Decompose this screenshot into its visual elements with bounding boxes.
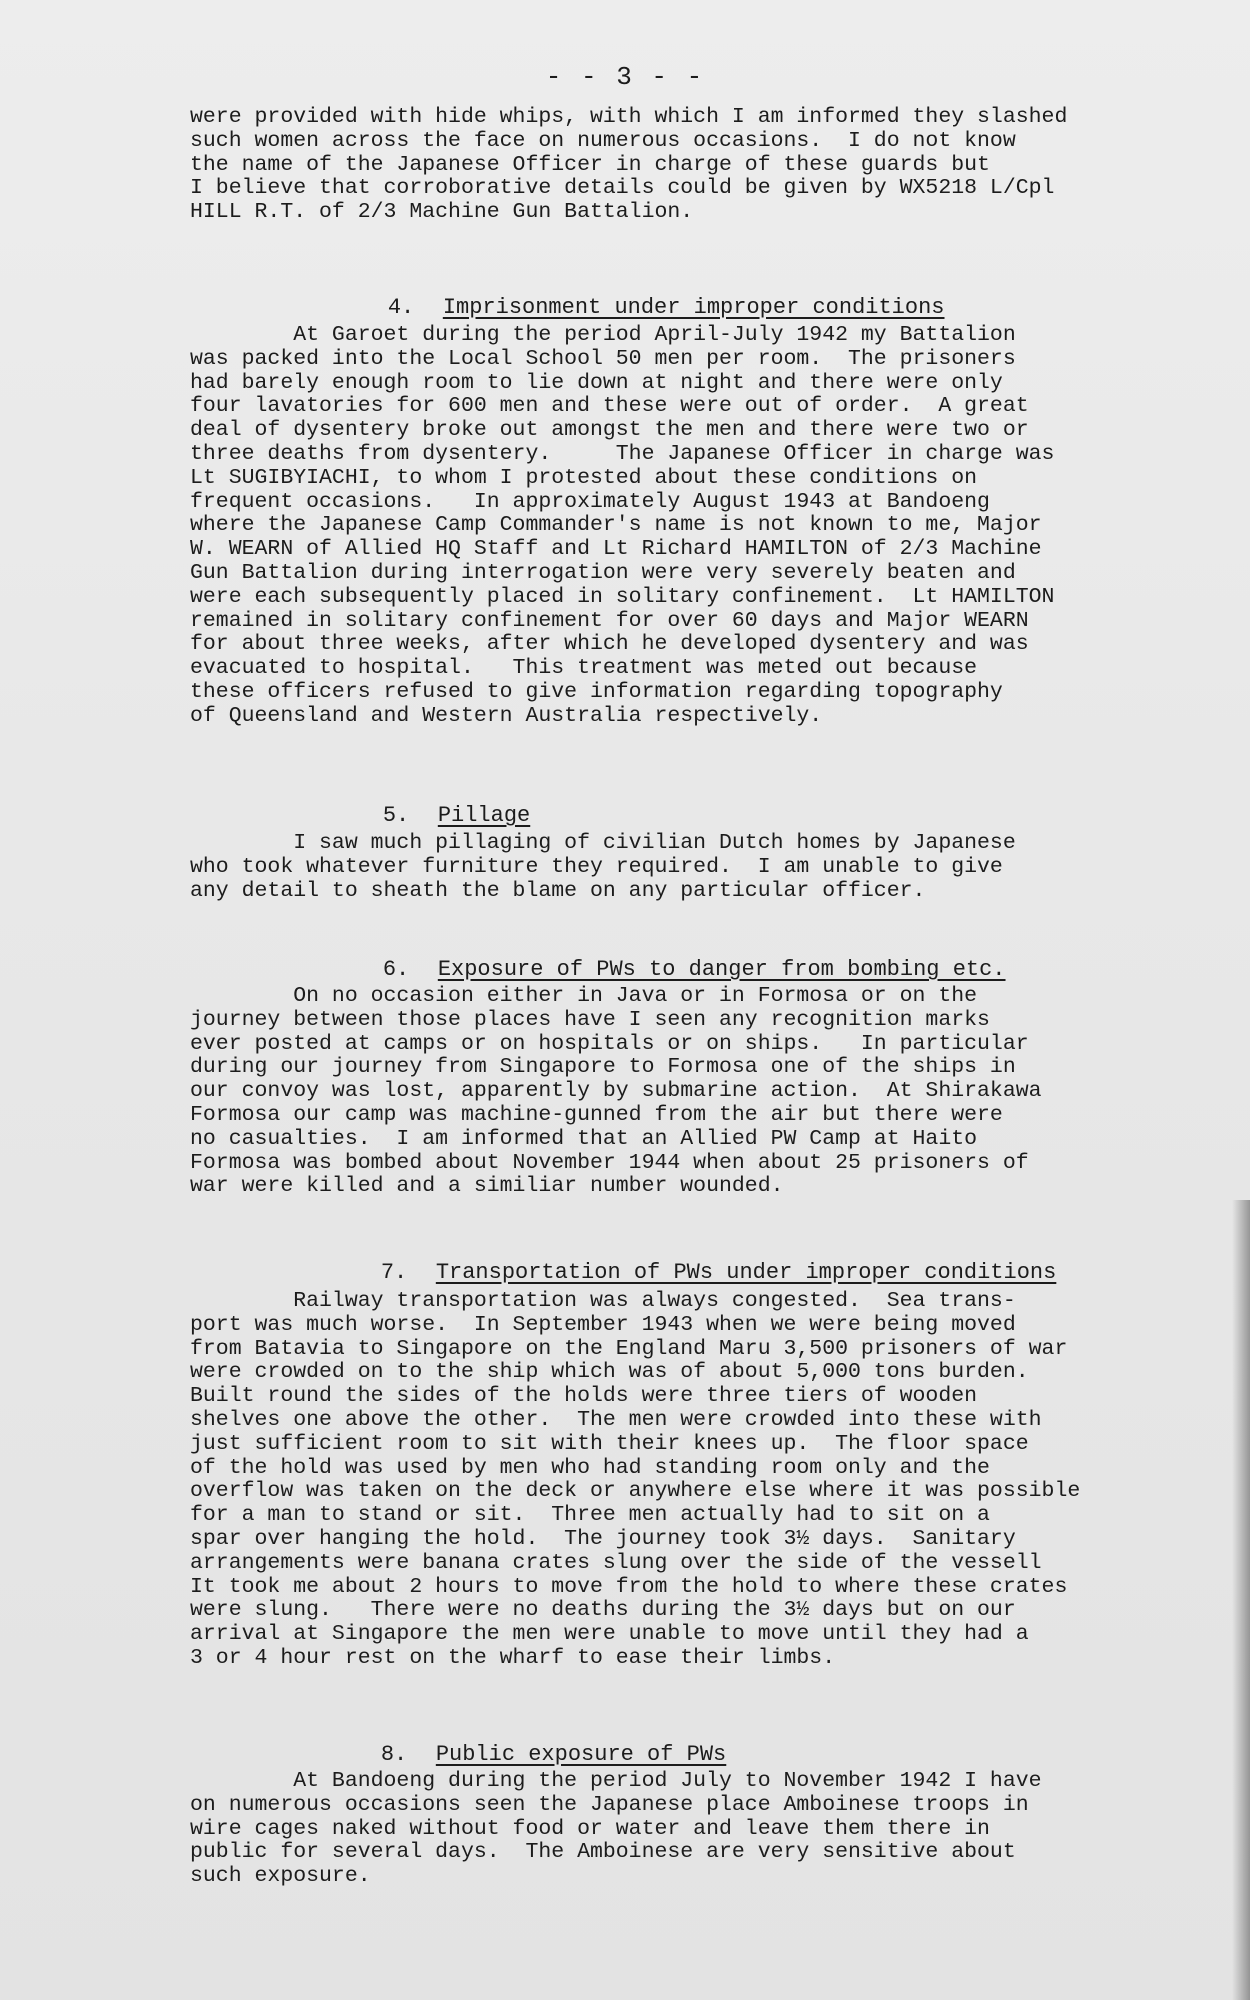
section-title: Transportation of PWs under improper conditions — [435, 1260, 1057, 1285]
page-edge-shadow — [1232, 1200, 1250, 2000]
section-title: Pillage — [437, 803, 531, 828]
paragraph-line: I believe that corroborative details could be given by WX5218 L/Cpl — [190, 176, 1055, 201]
paragraph-line: was packed into the Local School 50 men per room. The prisoners — [190, 346, 1016, 371]
paragraph-line: journey between those places have I seen any recognition marks — [190, 1007, 990, 1032]
paragraph-line: three deaths from dysentery. The Japanese Officer in charge was — [190, 441, 1055, 466]
paragraph-line: any detail to sheath the blame on any particular officer. — [190, 878, 926, 903]
paragraph-line: At Garoet during the period April-July 1942 my Battalion — [190, 323, 1016, 347]
paragraph-line: overflow was taken on the deck or anywhere else where it was possible — [190, 1479, 1081, 1504]
paragraph-line: arrival at Singapore the men were unable to move until they had a — [190, 1622, 1029, 1647]
paragraph-line: for a man to stand or sit. Three men actually had to sit on a — [190, 1503, 990, 1528]
paragraph-line: deal of dysentery broke out amongst the men and there were two or — [190, 418, 1029, 443]
paragraph-line: were provided with hide whips, with which I am informed they slashed — [190, 105, 1068, 129]
section-number: 4. — [387, 295, 415, 320]
section-number: 5. — [382, 803, 410, 828]
paragraph-line: Formosa our camp was machine-gunned from the air but there were — [190, 1102, 1003, 1127]
section-body-8 — [190, 1770, 1235, 1889]
paragraph-line: of Queensland and Western Australia respectively. — [190, 703, 823, 728]
section-body-6 — [190, 985, 1235, 1199]
paragraph-line: were each subsequently placed in solitary confinement. Lt HAMILTON — [190, 584, 1055, 609]
paragraph-line: On no occasion either in Java or in Formosa or on the — [190, 984, 978, 1008]
section-number: 7. — [380, 1260, 408, 1285]
section-title: Public exposure of PWs — [435, 1742, 727, 1767]
section-number: 6. — [382, 957, 410, 982]
page-number: - - 3 - - — [545, 62, 705, 92]
paragraph-line: these officers refused to give information regarding topography — [190, 679, 1003, 704]
section-title: Exposure of PWs to danger from bombing etc. — [437, 957, 1006, 982]
paragraph-line: war were killed and a similiar number wounded. — [190, 1174, 784, 1199]
paragraph-line: I saw much pillaging of civilian Dutch homes by Japanese — [190, 831, 1016, 855]
paragraph-line: It took me about 2 hours to move from the hold to where these crates — [190, 1574, 1068, 1599]
paragraph-line: port was much worse. In September 1943 when we were being moved — [190, 1312, 1016, 1337]
paragraph-line: during our journey from Singapore to Formosa one of the ships in — [190, 1055, 1016, 1080]
paragraph-line: wire cages naked without food or water and leave them there in — [190, 1816, 990, 1841]
paragraph-line: shelves one above the other. The men were crowded into these with — [190, 1407, 1042, 1432]
paragraph-line: evacuated to hospital. This treatment was meted out because — [190, 656, 978, 681]
paragraph-line: Railway transportation was always congested. Sea trans- — [190, 1289, 1016, 1313]
paragraph-line: W. WEARN of Allied HQ Staff and Lt Richard HAMILTON of 2/3 Machine — [190, 537, 1042, 562]
paragraph-line: for about three weeks, after which he developed dysentery and was — [190, 632, 1029, 657]
intro-paragraph — [190, 106, 1235, 225]
paragraph-line: no casualties. I am informed that an Allied PW Camp at Haito — [190, 1126, 978, 1151]
paragraph-line: Lt SUGIBYIACHI, to whom I protested about these conditions on — [190, 465, 978, 490]
paragraph-line: such exposure. — [190, 1864, 371, 1889]
section-body-4 — [190, 324, 1235, 729]
section-number: 8. — [380, 1742, 408, 1767]
paragraph-line: four lavatories for 600 men and these were out of order. A great — [190, 394, 1029, 419]
paragraph-line: on numerous occasions seen the Japanese place Amboinese troops in — [190, 1792, 1029, 1817]
paragraph-line: public for several days. The Amboinese are very sensitive about — [190, 1840, 1016, 1865]
paragraph-line: such women across the face on numerous occasions. I do not know — [190, 128, 1016, 153]
section-title: Imprisonment under improper conditions — [442, 295, 945, 320]
section-body-5 — [190, 832, 1235, 903]
paragraph-line: were slung. There were no deaths during the 3½ days but on our — [190, 1598, 1016, 1623]
paragraph-line: Formosa was bombed about November 1944 when about 25 prisoners of — [190, 1150, 1029, 1175]
paragraph-line: were crowded on to the ship which was of about 5,000 tons burden. — [190, 1360, 1029, 1385]
paragraph-line: of the hold was used by men who had standing room only and the — [190, 1455, 990, 1480]
section-body-7 — [190, 1290, 1235, 1671]
paragraph-line: ever posted at camps or on hospitals or on ships. In particular — [190, 1031, 1029, 1056]
paragraph-line: our convoy was lost, apparently by submarine action. At Shirakawa — [190, 1079, 1042, 1104]
paragraph-line: remained in solitary confinement for over 60 days and Major WEARN — [190, 608, 1029, 633]
paragraph-line: who took whatever furniture they required. I am unable to give — [190, 854, 1003, 879]
paragraph-line: arrangements were banana crates slung over the side of the vessell — [190, 1550, 1042, 1575]
paragraph-line: had barely enough room to lie down at night and there were only — [190, 370, 1003, 395]
paragraph-line: 3 or 4 hour rest on the wharf to ease their limbs. — [190, 1645, 836, 1670]
paragraph-line: Gun Battalion during interrogation were very severely beaten and — [190, 560, 1016, 585]
paragraph-line: At Bandoeng during the period July to November 1942 I have — [190, 1769, 1042, 1793]
paragraph-line: where the Japanese Camp Commander's name is not known to me, Major — [190, 513, 1042, 538]
paragraph-line: HILL R.T. of 2/3 Machine Gun Battalion. — [190, 200, 694, 225]
paragraph-line: just sufficient room to sit with their knees up. The floor space — [190, 1431, 1029, 1456]
paragraph-line: from Batavia to Singapore on the England Maru 3,500 prisoners of war — [190, 1336, 1068, 1361]
paragraph-line: spar over hanging the hold. The journey took 3½ days. Sanitary — [190, 1526, 1016, 1551]
paragraph-line: frequent occasions. In approximately August 1943 at Bandoeng — [190, 489, 990, 514]
paragraph-line: Built round the sides of the holds were three tiers of wooden — [190, 1384, 978, 1409]
paragraph-line: the name of the Japanese Officer in charge of these guards but — [190, 152, 990, 177]
